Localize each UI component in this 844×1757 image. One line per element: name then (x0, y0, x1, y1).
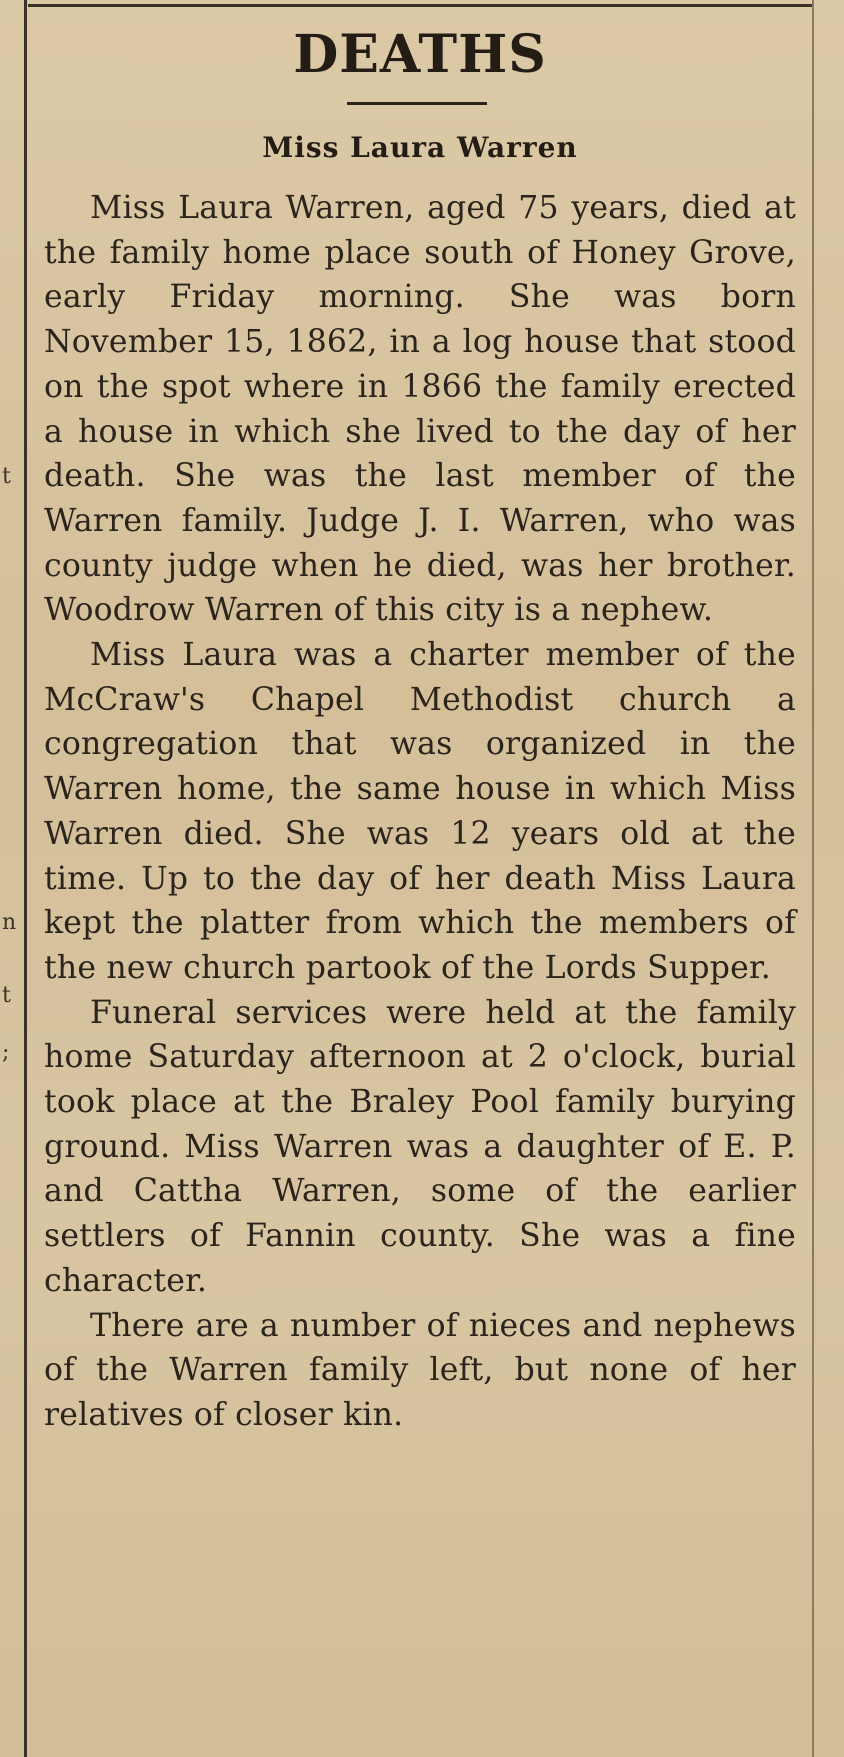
headline-rule (347, 102, 487, 105)
paragraph: There are a number of nieces and nephews of the Warren family left, but none of her relatives of closer kin. (44, 1307, 796, 1433)
left-column-rule (24, 0, 27, 1757)
paragraph: Miss Laura was a charter member of the McCraw's Chapel Methodist church a congregation that was organized in the Warren home, the same house in which Miss Warren died. She was 12 years old at the time. Up to the day of her death Miss Laura kept the platter from which the members of the new church partook of the Lords Supper. (44, 637, 796, 986)
gutter-fragment: t (2, 983, 11, 1008)
gutter-fragment: t (2, 464, 11, 489)
paragraph: Funeral services were held at the family home Saturday afternoon at 2 o'clock, burial took place at the Braley Pool family burying ground. Miss Warren was a daughter of E. P. and Cattha Warren, some of the earlier settlers of Fannin county. She was a fine character. (44, 994, 796, 1299)
adjacent-column-fragments (0, 0, 22, 1757)
right-column-rule (812, 0, 814, 1757)
obituary-body (44, 186, 796, 1438)
gutter-fragment: ; (2, 1040, 10, 1065)
gutter-fragment: n (2, 910, 17, 935)
paragraph: Miss Laura Warren, aged 75 years, died at the family home place south of Honey Grove, early Friday morning. She was born November 15, 1862, in a log house that stood on the spot where in 1866 the family erected a house in which she lived to the day of her death. She was the last member of the Warren family. Judge J. I. Warren, who was county judge when he died, was her brother. Woodrow Warren of this city is a nephew. (44, 190, 796, 629)
section-headline: DEATHS (293, 24, 547, 85)
top-column-rule (28, 4, 812, 7)
obituary-title: Miss Laura Warren (262, 131, 578, 164)
